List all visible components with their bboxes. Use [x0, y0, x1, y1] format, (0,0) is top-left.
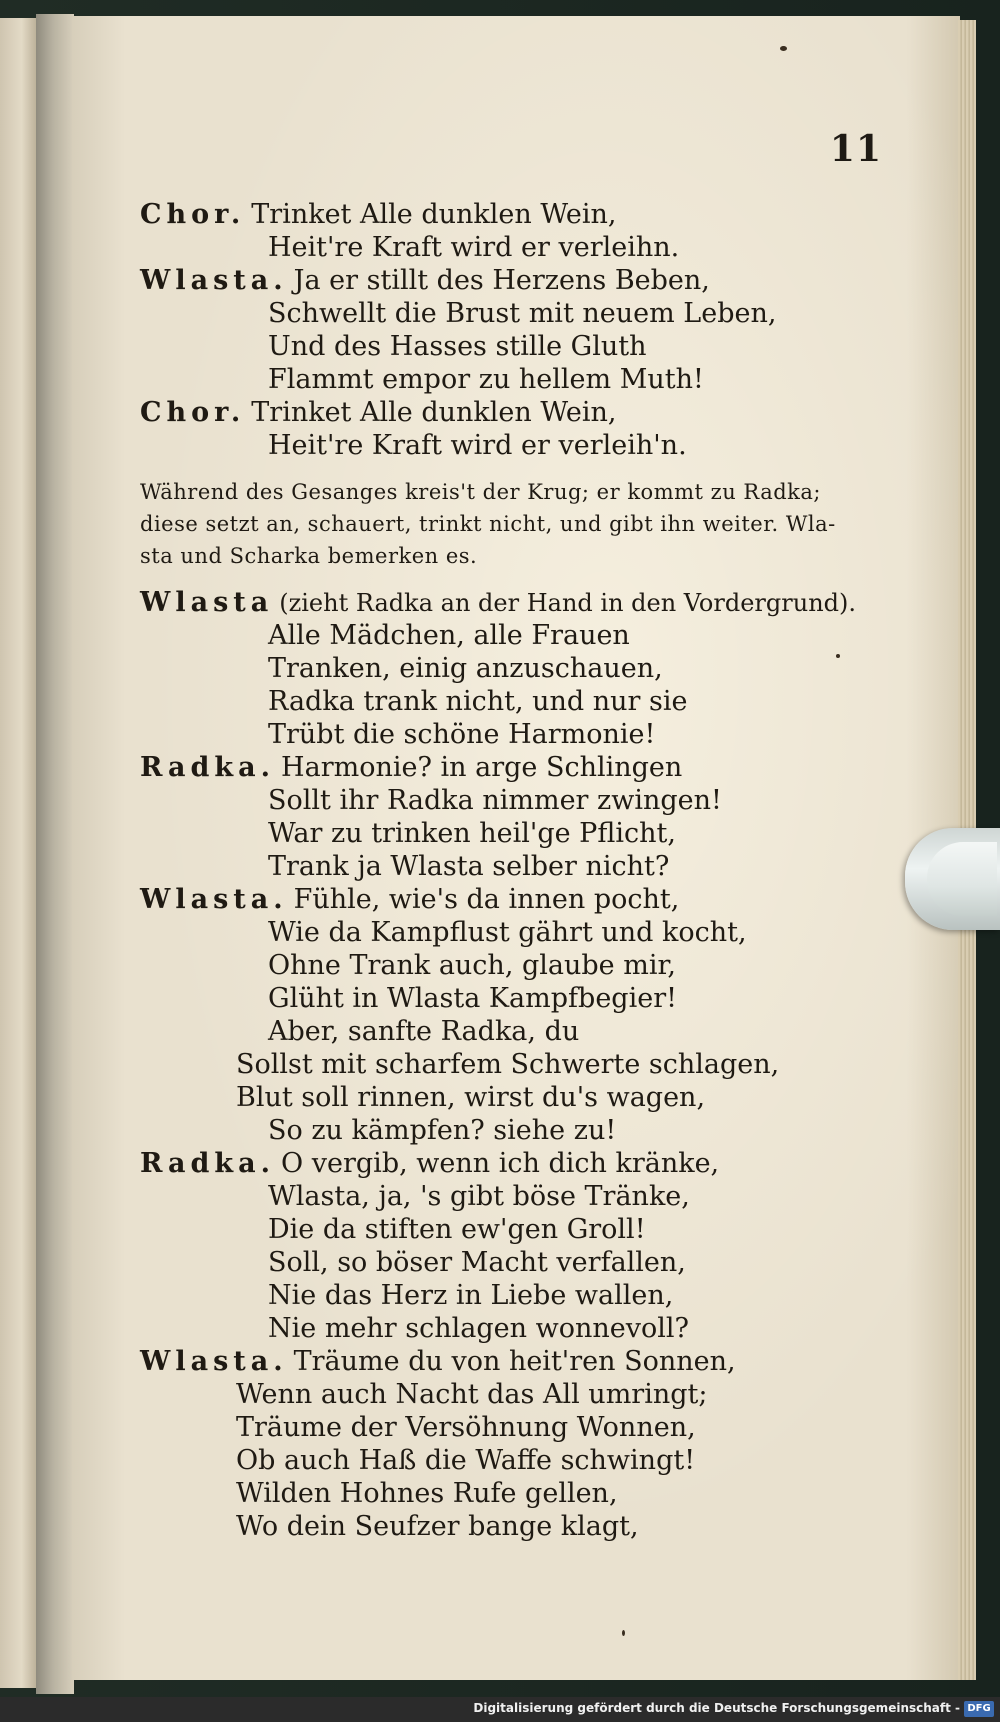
- verse-line: [140, 949, 900, 982]
- verse-text: Tranken, einig anzuschauen,: [268, 653, 663, 684]
- speaker-name: Chor.: [140, 199, 246, 230]
- verse-text: Heit're Kraft wird er verleih'n.: [268, 430, 687, 461]
- speaker-name: Wlasta.: [140, 884, 288, 915]
- verse-line: [140, 817, 900, 850]
- previous-page-edge: [0, 18, 36, 1688]
- verse-text: Ohne Trank auch, glaube mir,: [268, 950, 676, 981]
- verse-line: [140, 982, 900, 1015]
- verse-line: [140, 1246, 900, 1279]
- verse-line: [140, 1345, 900, 1378]
- verse-text: Trank ja Wlasta selber nicht?: [268, 851, 670, 882]
- stage-direction-line: diese setzt an, schauert, trinkt nicht, und gibt ihn weiter. Wla-: [140, 512, 836, 536]
- verse-text: Ja er stillt des Herzens Beben,: [293, 265, 710, 296]
- book-gutter: [36, 14, 74, 1694]
- verse-line: [140, 297, 900, 330]
- verse-line: [140, 264, 900, 297]
- page-number: 11: [829, 128, 882, 170]
- verse-text: Nie das Herz in Liebe wallen,: [268, 1280, 674, 1311]
- verse-line: [140, 1378, 900, 1411]
- verse-line: [140, 1180, 900, 1213]
- page-text: [140, 198, 900, 1543]
- digitization-footer: [0, 1697, 1000, 1722]
- verse-line: [140, 198, 900, 231]
- stage-direction-line: sta und Scharka bemerken es.: [140, 544, 478, 568]
- verse-text: Alle Mädchen, alle Frauen: [268, 620, 630, 651]
- speaker-name: Radka.: [140, 1148, 276, 1179]
- verse-line: [140, 1411, 900, 1444]
- verse-line: [140, 619, 900, 652]
- verse-line: [140, 1510, 900, 1543]
- verse-text: Blut soll rinnen, wirst du's wagen,: [236, 1082, 706, 1113]
- verse-text: Aber, sanfte Radka, du: [268, 1016, 580, 1047]
- speaker-name: Chor.: [140, 397, 246, 428]
- verse-text: Schwellt die Brust mit neuem Leben,: [268, 298, 777, 329]
- verse-line: [140, 916, 900, 949]
- verse-text: Träume du von heit'ren Sonnen,: [293, 1346, 736, 1377]
- verse-text: War zu trinken heil'ge Pflicht,: [268, 818, 676, 849]
- verse-text: Radka trank nicht, und nur sie: [268, 686, 688, 717]
- dialogue-section: [140, 586, 900, 1543]
- verse-text: Sollt ihr Radka nimmer zwingen!: [268, 785, 722, 816]
- verse-text: Wenn auch Nacht das All umringt;: [236, 1379, 708, 1410]
- paper-speck: [780, 46, 787, 51]
- verse-line: [140, 396, 900, 429]
- verse-line: [140, 363, 900, 396]
- verse-line: [140, 751, 900, 784]
- verse-line: [140, 1081, 900, 1114]
- verse-text: Wo dein Seufzer bange klagt,: [236, 1511, 639, 1542]
- verse-line: [140, 685, 900, 718]
- book-clip-highlight: [927, 842, 997, 916]
- verse-text: Träume der Versöhnung Wonnen,: [236, 1412, 696, 1443]
- inline-stage-direction: (zieht Radka an der Hand in den Vordergrund).: [279, 589, 856, 617]
- verse-text: So zu kämpfen? siehe zu!: [268, 1115, 617, 1146]
- verse-text: Trinket Alle dunklen Wein,: [251, 397, 617, 428]
- verse-line: [140, 1015, 900, 1048]
- book-clip: [905, 828, 1000, 930]
- speaker-name: Wlasta.: [140, 265, 288, 296]
- chorus-section: [140, 198, 900, 462]
- paper-speck: [836, 654, 840, 658]
- verse-line: [140, 850, 900, 883]
- verse-line: [140, 429, 900, 462]
- verse-text: Heit're Kraft wird er verleihn.: [268, 232, 680, 263]
- verse-line: [140, 1279, 900, 1312]
- verse-text: Und des Hasses stille Gluth: [268, 331, 647, 362]
- speaker-name: Wlasta: [140, 587, 274, 618]
- verse-line: [140, 586, 900, 619]
- verse-text: Wie da Kampflust gährt und kocht,: [268, 917, 747, 948]
- verse-line: [140, 1048, 900, 1081]
- verse-line: [140, 718, 900, 751]
- stage-direction-line: Während des Gesanges kreis't der Krug; er kommt zu Radka;: [140, 480, 821, 504]
- verse-text: Wlasta, ja, 's gibt böse Tränke,: [268, 1181, 690, 1212]
- verse-line: [140, 784, 900, 817]
- verse-text: O vergib, wenn ich dich kränke,: [281, 1148, 720, 1179]
- verse-line: [140, 1477, 900, 1510]
- verse-line: [140, 652, 900, 685]
- verse-line: [140, 883, 900, 916]
- verse-line: [140, 1444, 900, 1477]
- stage-direction: [140, 476, 900, 572]
- verse-line: [140, 1312, 900, 1345]
- verse-line: [140, 1213, 900, 1246]
- footer-credit: Digitalisierung gefördert durch die Deutsche Forschungsgemeinschaft -: [473, 1701, 960, 1715]
- verse-text: Trinket Alle dunklen Wein,: [251, 199, 617, 230]
- verse-text: Nie mehr schlagen wonnevoll?: [268, 1313, 689, 1344]
- verse-text: Glüht in Wlasta Kampfbegier!: [268, 983, 677, 1014]
- paper-speck: [622, 1630, 625, 1636]
- verse-line: [140, 231, 900, 264]
- dfg-logo: DFG: [964, 1701, 994, 1717]
- verse-text: Soll, so böser Macht verfallen,: [268, 1247, 686, 1278]
- verse-text: Wilden Hohnes Rufe gellen,: [236, 1478, 618, 1509]
- verse-line: [140, 330, 900, 363]
- verse-line: [140, 1147, 900, 1180]
- verse-line: [140, 1114, 900, 1147]
- verse-text: Fühle, wie's da innen pocht,: [293, 884, 680, 915]
- verse-text: Trübt die schöne Harmonie!: [268, 719, 656, 750]
- verse-text: Harmonie? in arge Schlingen: [281, 752, 683, 783]
- verse-text: Die da stiften ew'gen Groll!: [268, 1214, 646, 1245]
- verse-text: Sollst mit scharfem Schwerte schlagen,: [236, 1049, 780, 1080]
- verse-text: Flammt empor zu hellem Muth!: [268, 364, 704, 395]
- speaker-name: Radka.: [140, 752, 276, 783]
- speaker-name: Wlasta.: [140, 1346, 288, 1377]
- verse-text: Ob auch Haß die Waffe schwingt!: [236, 1445, 696, 1476]
